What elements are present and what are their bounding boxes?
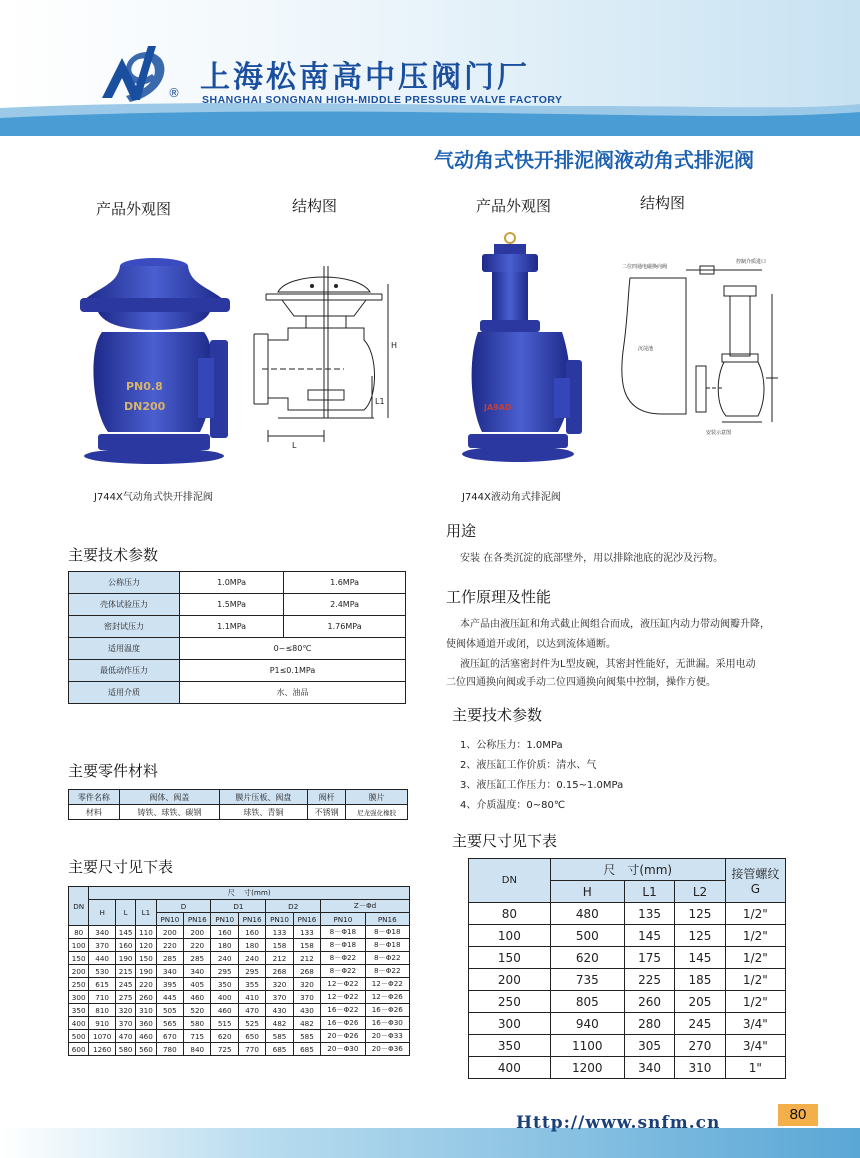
cell: 1.6MPa — [284, 572, 406, 594]
cell: 阀杆 — [307, 790, 346, 805]
registered-mark: ® — [168, 86, 180, 100]
table-cell: 1/2" — [725, 903, 785, 925]
valve-marking: JA9AD — [484, 403, 512, 412]
table-row — [469, 991, 786, 1013]
table-cell: 220 — [184, 939, 211, 952]
header-pn16: PN16 — [184, 913, 211, 926]
table-row — [69, 1043, 410, 1056]
table-cell: 100 — [69, 939, 89, 952]
table-cell: 770 — [238, 1043, 265, 1056]
cell: 膜片压板、阀盘 — [220, 790, 308, 805]
table-cell: 585 — [293, 1030, 320, 1043]
table-row — [69, 1017, 410, 1030]
table-cell: 1100 — [550, 1035, 624, 1057]
table-row — [69, 616, 406, 638]
table-cell: 300 — [69, 991, 89, 1004]
table-cell: 410 — [238, 991, 265, 1004]
table-cell: 505 — [156, 1004, 183, 1017]
table-cell: 840 — [184, 1043, 211, 1056]
table-row — [69, 594, 406, 616]
table-cell: 780 — [156, 1043, 183, 1056]
table-cell: 940 — [550, 1013, 624, 1035]
table-cell: 12－Φ22 — [321, 978, 365, 991]
table-cell: 8－Φ18 — [365, 939, 409, 952]
company-logo-icon — [96, 38, 170, 106]
cell: 零件名称 — [69, 790, 120, 805]
table-cell: 8－Φ22 — [321, 965, 365, 978]
table-cell: 8－Φ18 — [365, 926, 409, 939]
header-d: D — [156, 900, 211, 913]
table-cell: 565 — [156, 1017, 183, 1030]
table-cell: 145 — [115, 926, 135, 939]
table-cell: 1/2" — [725, 969, 785, 991]
right-dims-title: 主要尺寸见下表 — [452, 832, 558, 850]
table-cell: 340 — [184, 965, 211, 978]
table-cell: 460 — [184, 991, 211, 1004]
table-row — [69, 660, 406, 682]
table-cell: 685 — [293, 1043, 320, 1056]
table-cell: 530 — [89, 965, 116, 978]
table-cell: 160 — [238, 926, 265, 939]
table-cell: 580 — [184, 1017, 211, 1030]
table-cell: 350 — [211, 978, 238, 991]
table-cell: 212 — [293, 952, 320, 965]
header-thread: 接管螺纹 G — [725, 859, 785, 903]
left-tech-title: 主要技术参数 — [68, 546, 159, 564]
table-cell: 910 — [89, 1017, 116, 1030]
diagram-label-h: H — [391, 341, 398, 350]
table-cell: 360 — [136, 1017, 156, 1030]
table-cell: 250 — [69, 978, 89, 991]
cell: 膜片 — [346, 790, 408, 805]
table-cell: 340 — [156, 965, 183, 978]
principle-line: 本产品由液压缸和角式截止阀组合而成，液压缸内动力带动阀瓣升降， — [460, 619, 770, 630]
table-cell: 180 — [238, 939, 265, 952]
table-cell: 310 — [675, 1057, 725, 1079]
table-cell: 285 — [184, 952, 211, 965]
table-cell: 245 — [675, 1013, 725, 1035]
table-cell: 580 — [115, 1043, 135, 1056]
table-row — [69, 939, 410, 952]
table-cell: 8－Φ22 — [365, 965, 409, 978]
table-cell: 133 — [266, 926, 293, 939]
table-cell: 80 — [69, 926, 89, 939]
table-cell: 1260 — [89, 1043, 116, 1056]
right-appearance-label: 产品外观图 — [476, 197, 552, 215]
table-cell: 370 — [115, 1017, 135, 1030]
cell: 2.4MPa — [284, 594, 406, 616]
table-cell: 470 — [115, 1030, 135, 1043]
table-cell: 615 — [89, 978, 116, 991]
table-cell: 500 — [550, 925, 624, 947]
table-cell: 175 — [624, 947, 674, 969]
table-cell: 16－Φ26 — [365, 1004, 409, 1017]
table-header-row — [469, 859, 786, 881]
table-cell: 460 — [211, 1004, 238, 1017]
table-cell: 200 — [184, 926, 211, 939]
table-cell: 125 — [675, 925, 725, 947]
header-size: 尺 寸(mm) — [89, 887, 410, 900]
pneumatic-valve-structure-diagram — [248, 258, 414, 458]
table-row — [469, 925, 786, 947]
table-cell: 100 — [469, 925, 551, 947]
table-cell: 400 — [69, 1017, 89, 1030]
table-cell: 805 — [550, 991, 624, 1013]
table-row — [69, 991, 410, 1004]
right-dims-body — [469, 903, 786, 1079]
cell: 铸铁、球铁、碳钢 — [119, 805, 219, 820]
left-dims-body — [69, 926, 410, 1056]
table-row — [69, 1004, 410, 1017]
table-cell: 650 — [238, 1030, 265, 1043]
tech-item: 4、介质温度：0~80℃ — [460, 800, 566, 811]
table-cell: 240 — [211, 952, 238, 965]
company-name-en: SHANGHAI SONGNAN HIGH-MIDDLE PRESSURE VALVE FACTORY — [202, 94, 563, 106]
header-pn16: PN16 — [365, 913, 409, 926]
right-dims-table — [468, 858, 786, 1079]
diagram-label-tank: 沉淀池 — [638, 346, 654, 352]
table-cell: 1/2" — [725, 991, 785, 1013]
table-cell: 160 — [115, 939, 135, 952]
header-pn10: PN10 — [266, 913, 293, 926]
table-cell: 268 — [266, 965, 293, 978]
cell: 1.5MPa — [180, 594, 284, 616]
table-cell: 370 — [266, 991, 293, 1004]
table-row — [69, 638, 406, 660]
table-cell: 430 — [266, 1004, 293, 1017]
table-cell: 670 — [156, 1030, 183, 1043]
diagram-label-l1: L1 — [375, 397, 385, 406]
header-dn: DN — [469, 859, 551, 903]
table-cell: 135 — [624, 903, 674, 925]
table-cell: 158 — [293, 939, 320, 952]
header-pn10: PN10 — [156, 913, 183, 926]
table-cell: 1/2" — [725, 925, 785, 947]
table-cell: 158 — [266, 939, 293, 952]
table-cell: 250 — [469, 991, 551, 1013]
diagram-label-control-inlet: 控制介质进口 — [736, 259, 767, 265]
cell: 水、油品 — [180, 682, 406, 704]
right-tech-title: 主要技术参数 — [452, 706, 543, 724]
table-cell: 150 — [69, 952, 89, 965]
valve-marking-pn: PN0.8 — [126, 380, 163, 393]
table-cell: 320 — [266, 978, 293, 991]
left-caption: J744X气动角式快开排泥阀 — [94, 492, 213, 503]
table-cell: 275 — [115, 991, 135, 1004]
cell: 适用温度 — [69, 638, 180, 660]
header-z: Z－Φd — [321, 900, 410, 913]
table-cell: 160 — [211, 926, 238, 939]
header-l1: L1 — [624, 881, 674, 903]
cell: 壳体试验压力 — [69, 594, 180, 616]
table-cell: 482 — [293, 1017, 320, 1030]
tech-item: 2、液压缸工作价质：清水、气 — [460, 760, 597, 771]
header-pn16: PN16 — [238, 913, 265, 926]
cell: 球铁、青铜 — [220, 805, 308, 820]
table-cell: 268 — [293, 965, 320, 978]
table-row — [69, 926, 410, 939]
diagram-label-install: 安装示意图 — [706, 430, 732, 436]
table-cell: 685 — [266, 1043, 293, 1056]
table-cell: 8－Φ22 — [321, 952, 365, 965]
right-structure-label: 结构图 — [640, 194, 686, 212]
table-cell: 525 — [238, 1017, 265, 1030]
table-cell: 200 — [156, 926, 183, 939]
table-cell: 620 — [211, 1030, 238, 1043]
table-cell: 245 — [115, 978, 135, 991]
table-cell: 715 — [184, 1030, 211, 1043]
page-number: 80 — [778, 1104, 818, 1126]
materials-table — [68, 789, 408, 820]
table-cell: 500 — [69, 1030, 89, 1043]
table-cell: 300 — [469, 1013, 551, 1035]
table-row — [69, 978, 410, 991]
table-cell: 212 — [266, 952, 293, 965]
table-cell: 185 — [675, 969, 725, 991]
table-cell: 320 — [293, 978, 320, 991]
table-cell: 8－Φ18 — [321, 926, 365, 939]
left-materials-title: 主要零件材料 — [68, 762, 159, 780]
table-cell: 110 — [136, 926, 156, 939]
table-cell: 585 — [266, 1030, 293, 1043]
table-cell: 480 — [550, 903, 624, 925]
cell: 适用介质 — [69, 682, 180, 704]
table-cell: 12－Φ22 — [365, 978, 409, 991]
table-row — [469, 969, 786, 991]
table-cell: 145 — [624, 925, 674, 947]
table-cell: 1" — [725, 1057, 785, 1079]
table-cell: 725 — [211, 1043, 238, 1056]
header-pn10: PN10 — [211, 913, 238, 926]
table-cell: 440 — [89, 952, 116, 965]
table-cell: 310 — [136, 1004, 156, 1017]
diagram-label-l: L — [292, 441, 297, 450]
table-cell: 260 — [136, 991, 156, 1004]
table-cell: 20－Φ36 — [365, 1043, 409, 1056]
table-cell: 3/4" — [725, 1013, 785, 1035]
cell: 1.0MPa — [180, 572, 284, 594]
table-row — [69, 790, 408, 805]
table-cell: 400 — [469, 1057, 551, 1079]
table-cell: 145 — [675, 947, 725, 969]
cell: 最低动作压力 — [69, 660, 180, 682]
table-row — [69, 682, 406, 704]
header-l2: L2 — [675, 881, 725, 903]
table-cell: 1070 — [89, 1030, 116, 1043]
cell: 尼龙强化橡胶 — [346, 805, 408, 820]
table-cell: 355 — [238, 978, 265, 991]
table-cell: 305 — [624, 1035, 674, 1057]
table-cell: 482 — [266, 1017, 293, 1030]
table-cell: 16－Φ22 — [321, 1004, 365, 1017]
table-cell: 190 — [136, 965, 156, 978]
header-h: H — [89, 900, 116, 926]
table-cell: 180 — [211, 939, 238, 952]
tech-item: 1、公称压力：1.0MPa — [460, 740, 563, 751]
cell: 密封试压力 — [69, 616, 180, 638]
table-cell: 340 — [89, 926, 116, 939]
table-cell: 445 — [156, 991, 183, 1004]
left-appearance-label: 产品外观图 — [96, 200, 172, 218]
table-row — [69, 1030, 410, 1043]
table-cell: 430 — [293, 1004, 320, 1017]
table-cell: 120 — [136, 939, 156, 952]
table-cell: 240 — [238, 952, 265, 965]
cell: P1≤0.1MPa — [180, 660, 406, 682]
table-cell: 200 — [469, 969, 551, 991]
table-row — [469, 903, 786, 925]
right-caption: J744X液动角式排泥阀 — [462, 492, 561, 503]
table-cell: 350 — [69, 1004, 89, 1017]
use-text: 安装 在各类沉淀的底部壁外，用以排除池底的泥沙及污物。 — [460, 553, 724, 564]
table-row — [469, 1035, 786, 1057]
table-header-row — [69, 900, 410, 913]
table-cell: 520 — [184, 1004, 211, 1017]
table-cell: 150 — [136, 952, 156, 965]
table-cell: 220 — [136, 978, 156, 991]
use-title: 用途 — [446, 522, 477, 540]
table-cell: 515 — [211, 1017, 238, 1030]
left-structure-label: 结构图 — [292, 197, 338, 215]
table-cell: 1/2" — [725, 947, 785, 969]
header-h: H — [550, 881, 624, 903]
left-tech-table — [68, 571, 406, 704]
header-size: 尺 寸(mm) — [550, 859, 725, 881]
table-row — [69, 572, 406, 594]
header-l: L — [115, 900, 135, 926]
header-d2: D2 — [266, 900, 321, 913]
table-cell: 735 — [550, 969, 624, 991]
table-cell: 125 — [675, 903, 725, 925]
cell: 材料 — [69, 805, 120, 820]
hydraulic-valve-installation-diagram — [612, 254, 802, 444]
header-pn16: PN16 — [293, 913, 320, 926]
table-row — [469, 1057, 786, 1079]
table-cell: 16－Φ26 — [321, 1017, 365, 1030]
table-cell: 20－Φ26 — [321, 1030, 365, 1043]
valve-marking-dn: DN200 — [124, 400, 166, 413]
cell: 0~≤80℃ — [180, 638, 406, 660]
header-d1: D1 — [211, 900, 266, 913]
table-cell: 370 — [89, 939, 116, 952]
left-dims-table — [68, 886, 410, 1056]
table-cell: 560 — [136, 1043, 156, 1056]
table-cell: 133 — [293, 926, 320, 939]
table-cell: 280 — [624, 1013, 674, 1035]
table-cell: 8－Φ18 — [321, 939, 365, 952]
diagram-label-solenoid-valve: 二位四通电磁换向阀 — [622, 264, 668, 270]
website-link[interactable]: Http://www.snfm.cn — [516, 1113, 721, 1133]
table-header-row — [69, 887, 410, 900]
table-cell: 460 — [136, 1030, 156, 1043]
principle-line: 使阀体通道开或闭，以达到流体通断。 — [446, 639, 616, 650]
company-name-cn: 上海松南高中压阀门厂 — [200, 60, 530, 95]
pneumatic-valve-photo — [78, 240, 248, 480]
table-cell: 12－Φ26 — [365, 991, 409, 1004]
hydraulic-valve-photo — [454, 228, 604, 478]
principle-line: 二位四通换向阀或手动二位四通换向阀集中控制，操作方便。 — [446, 677, 716, 688]
table-cell: 340 — [624, 1057, 674, 1079]
table-cell: 225 — [624, 969, 674, 991]
table-cell: 3/4" — [725, 1035, 785, 1057]
table-cell: 600 — [69, 1043, 89, 1056]
header-pn10: PN10 — [321, 913, 365, 926]
table-cell: 470 — [238, 1004, 265, 1017]
header-l1: L1 — [136, 900, 156, 926]
tech-item: 3、液压缸工作压力：0.15~1.0MPa — [460, 780, 624, 791]
table-cell: 80 — [469, 903, 551, 925]
cell: 不锈钢 — [307, 805, 346, 820]
footer-bar — [0, 1128, 860, 1158]
table-cell: 20－Φ33 — [365, 1030, 409, 1043]
table-cell: 150 — [469, 947, 551, 969]
table-cell: 320 — [115, 1004, 135, 1017]
table-cell: 260 — [624, 991, 674, 1013]
table-cell: 16－Φ30 — [365, 1017, 409, 1030]
table-cell: 270 — [675, 1035, 725, 1057]
cell: 阀体、阀盖 — [119, 790, 219, 805]
table-cell: 295 — [211, 965, 238, 978]
table-cell: 215 — [115, 965, 135, 978]
table-cell: 620 — [550, 947, 624, 969]
cell: 1.1MPa — [180, 616, 284, 638]
table-row — [69, 952, 410, 965]
page-title: 气动角式快开排泥阀液动角式排泥阀 — [434, 148, 754, 172]
table-cell: 200 — [69, 965, 89, 978]
table-cell: 12－Φ22 — [321, 991, 365, 1004]
cell: 1.76MPa — [284, 616, 406, 638]
table-cell: 370 — [293, 991, 320, 1004]
table-cell: 400 — [211, 991, 238, 1004]
table-cell: 190 — [115, 952, 135, 965]
table-cell: 205 — [675, 991, 725, 1013]
table-cell: 20－Φ30 — [321, 1043, 365, 1056]
cell: 公称压力 — [69, 572, 180, 594]
table-cell: 1200 — [550, 1057, 624, 1079]
principle-title: 工作原理及性能 — [446, 588, 552, 606]
table-cell: 8－Φ22 — [365, 952, 409, 965]
table-cell: 810 — [89, 1004, 116, 1017]
table-cell: 395 — [156, 978, 183, 991]
table-row — [469, 947, 786, 969]
principle-line: 液压缸的活塞密封件为L型皮碗，其密封性能好，无泄漏。采用电动 — [460, 659, 756, 670]
table-cell: 285 — [156, 952, 183, 965]
table-cell: 220 — [156, 939, 183, 952]
table-row — [469, 1013, 786, 1035]
table-cell: 405 — [184, 978, 211, 991]
table-cell: 350 — [469, 1035, 551, 1057]
table-row — [69, 805, 408, 820]
table-cell: 295 — [238, 965, 265, 978]
left-dims-title: 主要尺寸见下表 — [68, 858, 174, 876]
table-row — [69, 965, 410, 978]
table-cell: 710 — [89, 991, 116, 1004]
header-dn: DN — [69, 887, 89, 926]
